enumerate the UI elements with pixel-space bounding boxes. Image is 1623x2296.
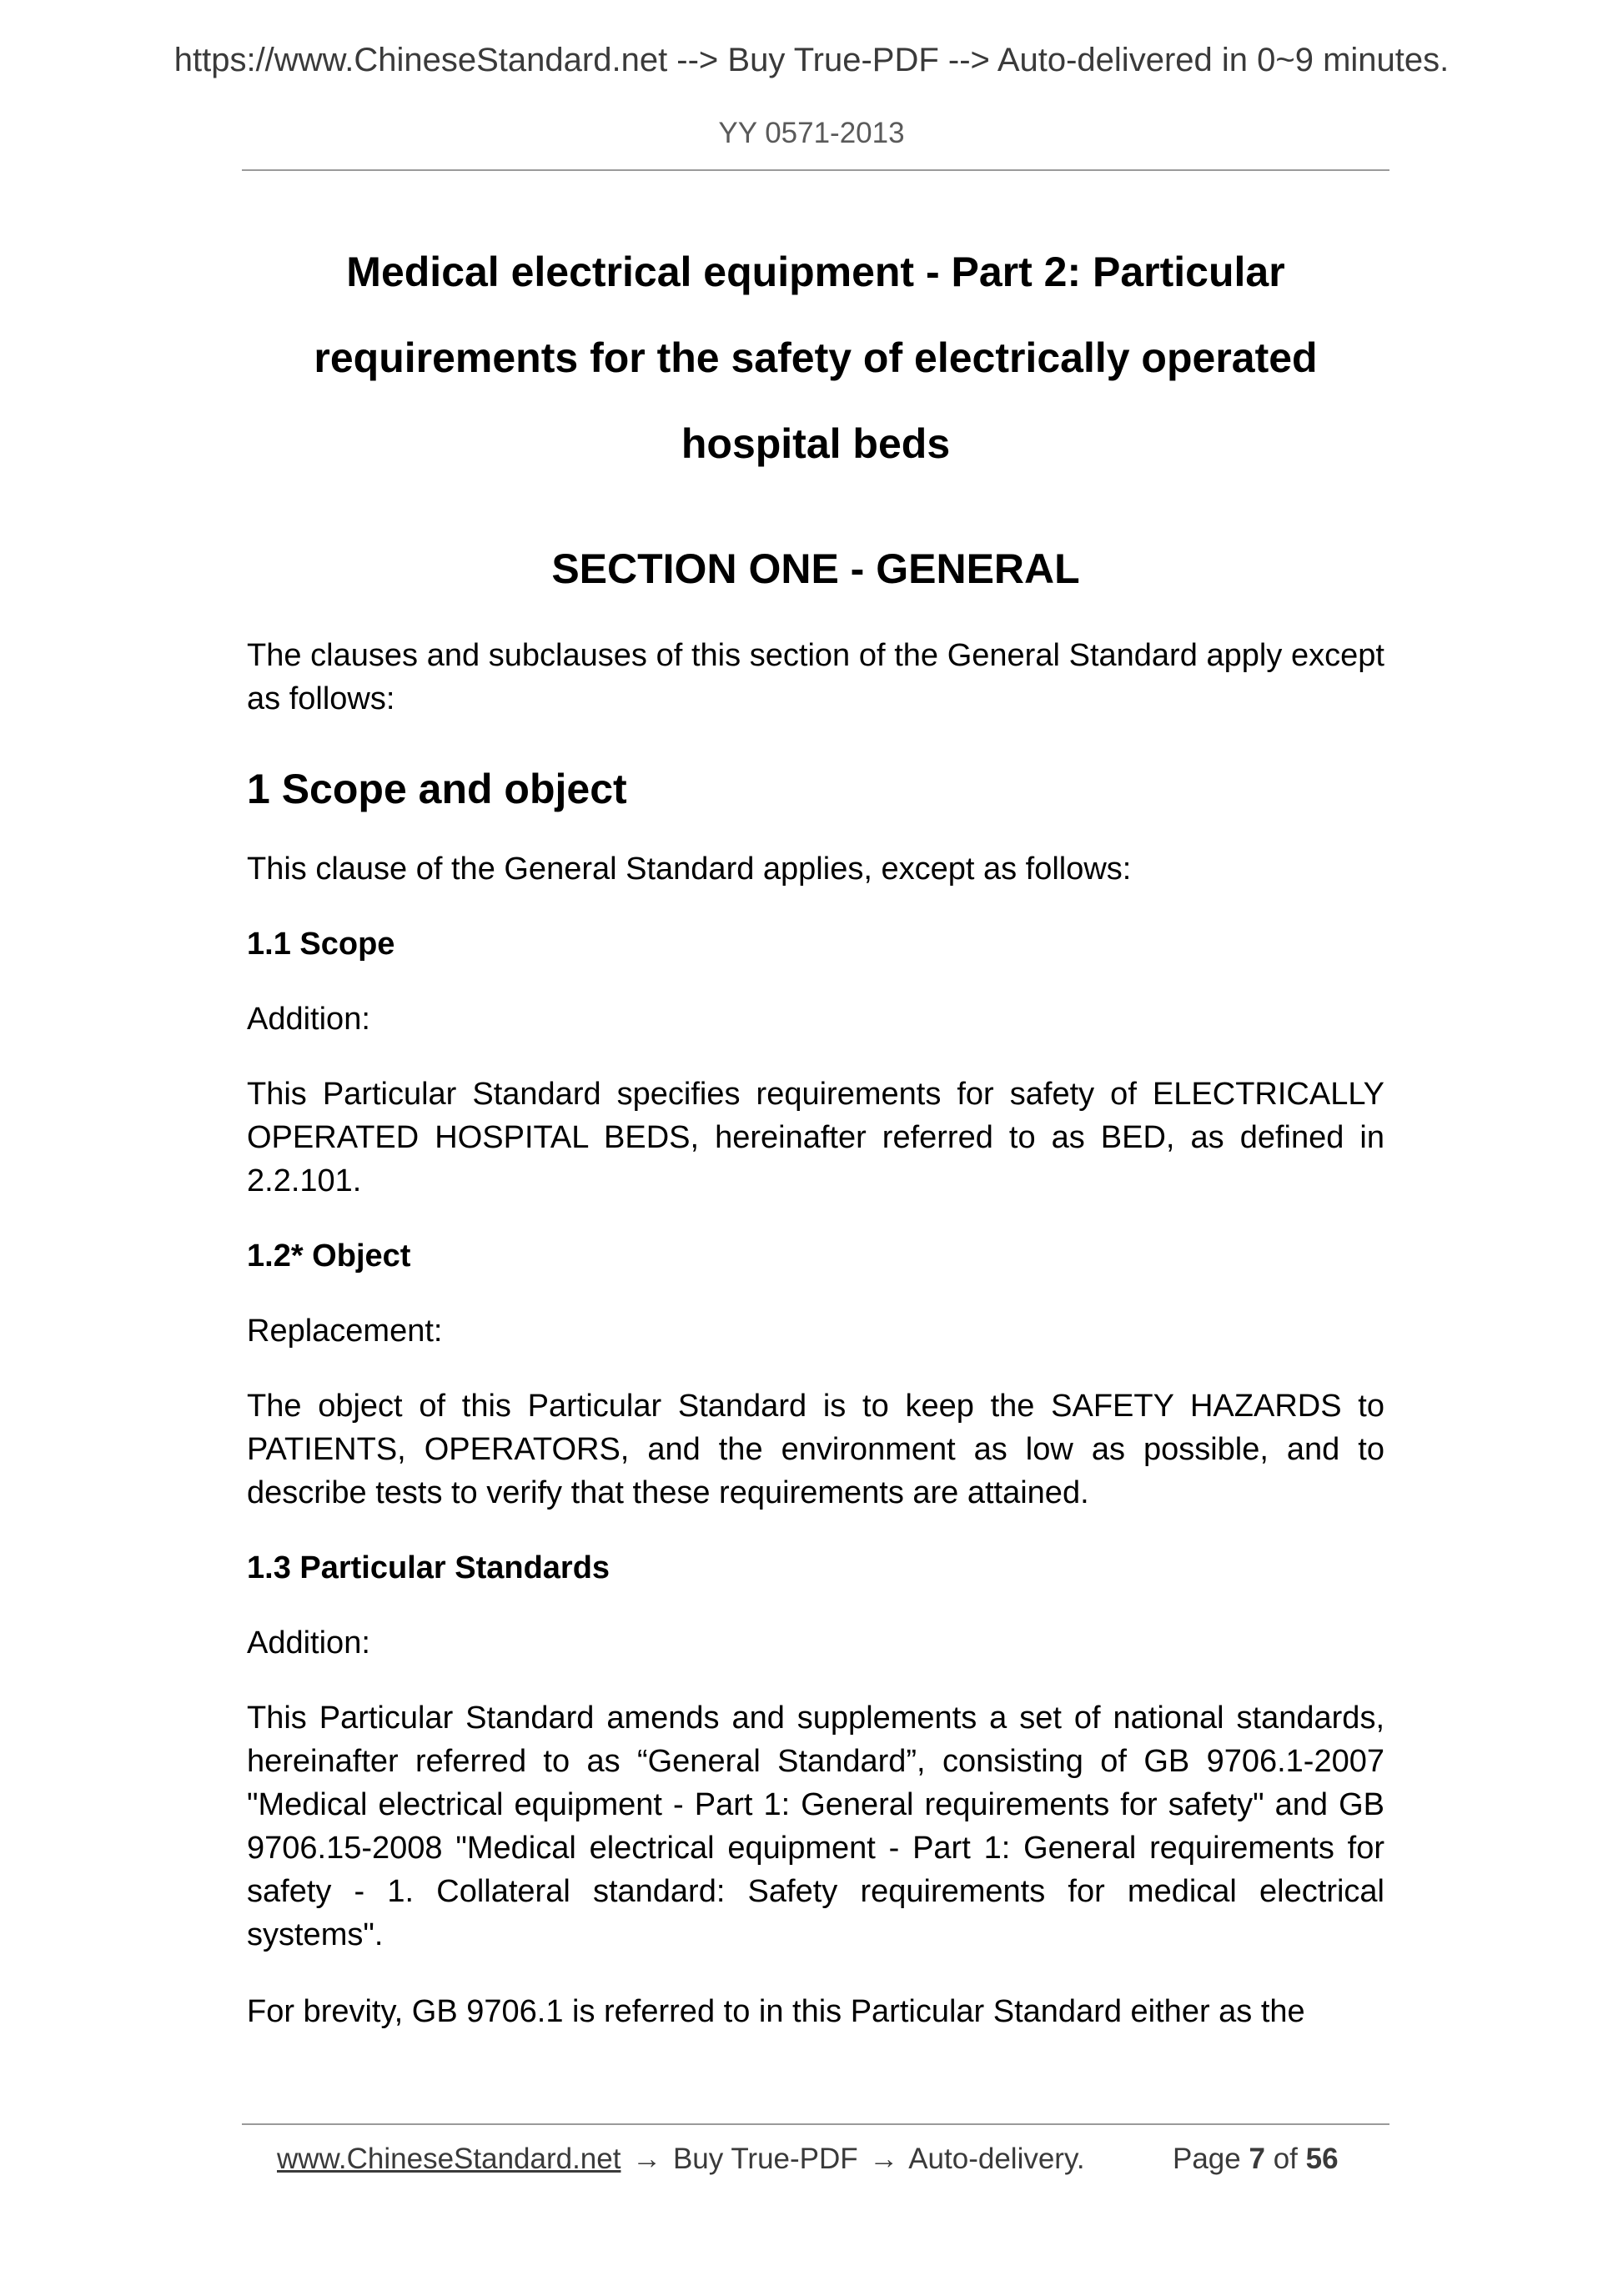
footer-buy-text: Buy True-PDF bbox=[672, 2143, 858, 2175]
header-divider bbox=[242, 169, 1389, 171]
header-banner: https://www.ChineseStandard.net --> Buy True-PDF --> Auto-delivered in 0~9 minutes. bbox=[173, 42, 1450, 78]
page-content bbox=[247, 229, 1384, 2033]
footer-divider bbox=[242, 2123, 1389, 2125]
clause-1-text: This clause of the General Standard applies, except as follows: bbox=[247, 852, 1132, 887]
subclause-1-1-text: This Particular Standard specifies requirements for safety of ELECTRICALLY OPERATED HOSPITAL BEDS, hereinafter referred to as BED, as defined in 2.2.101. bbox=[247, 1077, 1384, 1198]
document-title bbox=[247, 229, 1384, 487]
section-heading: SECTION ONE - GENERAL bbox=[551, 545, 1080, 592]
page-total: 56 bbox=[1305, 2143, 1339, 2175]
subclause-1-2-heading: 1.2* Object bbox=[247, 1238, 411, 1274]
title-line-2: requirements for the safety of electrically operated bbox=[314, 334, 1318, 381]
section-intro: The clauses and subclauses of this section of the General Standard apply except as follows: bbox=[247, 638, 1384, 716]
subclause-1-1-label: Addition: bbox=[247, 1002, 370, 1037]
title-line-3: hospital beds bbox=[681, 420, 951, 467]
subclause-1-3-label: Addition: bbox=[247, 1625, 370, 1660]
document-code: YY 0571-2013 bbox=[718, 117, 905, 149]
page-footer bbox=[277, 2138, 1361, 2181]
subclause-1-3-text: This Particular Standard amends and supplements a set of national standards, hereinafter referred to as “General Standard”, consisting of GB 9706.1-2007 "Medical electrical equipment - Part 1: General requirements for safety" and GB 9706.15-2008 "Medical electrical equipment - Part 1: General requirements for safety - 1. Collateral standard: Safety requirements for medical electrical systems". bbox=[247, 1701, 1384, 1952]
subclause-1-3-text-continued: For brevity, GB 9706.1 is referred to in this Particular Standard either as the bbox=[247, 1994, 1305, 2029]
page-current: 7 bbox=[1249, 2143, 1265, 2175]
arrow-right-icon: → bbox=[869, 2143, 899, 2175]
title-line-1: Medical electrical equipment - Part 2: Particular bbox=[346, 249, 1285, 295]
page-indicator bbox=[1173, 2138, 1339, 2181]
clause-1-heading: 1 Scope and object bbox=[247, 766, 627, 812]
footer-delivery-text: Auto-delivery. bbox=[908, 2143, 1085, 2175]
page-word: Page bbox=[1173, 2143, 1241, 2175]
subclause-1-2-text: The object of this Particular Standard is to keep the SAFETY HAZARDS to PATIENTS, OPERATORS, and the environment as low as possible, and to describe tests to verify that these requirements are attained. bbox=[247, 1389, 1384, 1510]
arrow-right-icon: → bbox=[632, 2143, 662, 2175]
subclause-1-1-heading: 1.1 Scope bbox=[247, 927, 395, 962]
subclause-1-3-heading: 1.3 Particular Standards bbox=[247, 1550, 611, 1585]
footer-site-link[interactable]: www.ChineseStandard.net bbox=[277, 2143, 621, 2175]
of-word: of bbox=[1273, 2143, 1298, 2175]
subclause-1-2-label: Replacement: bbox=[247, 1314, 443, 1349]
